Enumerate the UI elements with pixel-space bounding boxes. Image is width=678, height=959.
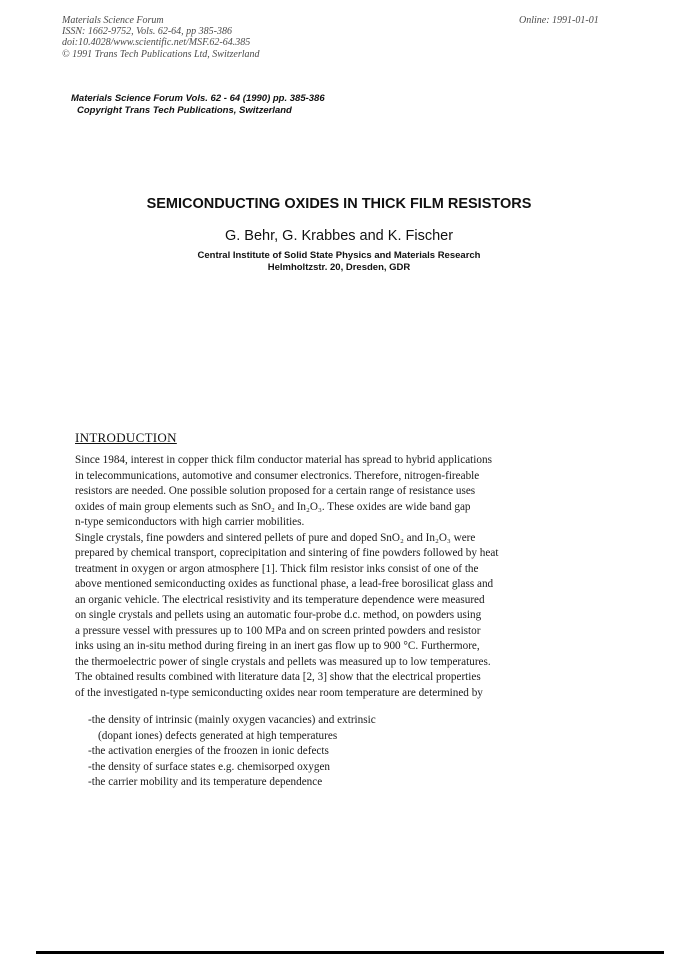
meta-doi[interactable]: doi:10.4028/www.scientific.net/MSF.62-64.385 <box>62 37 251 49</box>
journal-header-line1: Materials Science Forum Vols. 62 - 64 (1990) pp. 385-386 <box>71 93 325 104</box>
meta-issn: ISSN: 1662-9752, Vols. 62-64, pp 385-386 <box>62 26 232 38</box>
body-line: oxides of main group elements such as SnO₂ and In₂O₃. These oxides are wide band gap <box>75 500 471 513</box>
meta-online-date: Online: 1991-01-01 <box>519 15 599 26</box>
section-heading: INTRODUCTION <box>75 430 177 445</box>
body-line: the thermoelectric power of single crystals and pellets was measured up to low temperatures. <box>75 655 491 668</box>
list-item: -the activation energies of the froozen in ionic defects <box>88 745 329 757</box>
body-line: in telecommunications, automotive and consumer electronics. Therefore, nitrogen-fireable <box>75 469 480 482</box>
list-item: -the carrier mobility and its temperature dependence <box>88 776 323 788</box>
affiliation-line1: Central Institute of Solid State Physics and Materials Research <box>197 250 481 261</box>
meta-copyright: © 1991 Trans Tech Publications Ltd, Switzerland <box>62 48 260 60</box>
body-line: The obtained results combined with literature data [2, 3] show that the electrical properties <box>75 671 481 683</box>
journal-header-line2: Copyright Trans Tech Publications, Switzerland <box>77 104 292 116</box>
body-line: an organic vehicle. The electrical resistivity and its temperature dependence were measured <box>75 593 485 606</box>
list-item: -the density of intrinsic (mainly oxygen vacancies) and extrinsic <box>88 714 376 726</box>
determinants-list <box>88 713 568 791</box>
journal-header <box>71 93 325 116</box>
body-line: resistors are needed. One possible solution proposed for a certain range of resistance uses <box>75 485 476 497</box>
list-item: -the density of surface states e.g. chemisorped oxygen <box>88 760 331 773</box>
paper-authors: G. Behr, G. Krabbes and K. Fischer <box>224 228 454 244</box>
affiliation-line2: Helmholtzstr. 20, Dresden, GDR <box>267 262 411 273</box>
body-line: on single crystals and pellets using an automatic four-probe d.c. method, on powders using <box>75 609 482 621</box>
body-line: Since 1984, interest in copper thick film conductor material has spread to hybrid applications <box>75 454 492 466</box>
body-line: a pressure vessel with pressures up to 100 MPa and on screen printed powders and resistor <box>75 624 481 637</box>
body-line: treatment in oxygen or argon atmosphere [1]. Thick film resistor inks consist of one of the <box>75 562 479 575</box>
paper-title: SEMICONDUCTING OXIDES IN THICK FILM RESISTORS <box>146 196 532 212</box>
body-line: prepared by chemical transport, coprecipitation and sintering of fine powders followed by heat <box>75 547 499 559</box>
body-line: above mentioned semiconducting oxides as functional phase, a lead-free borosilicat glass and <box>75 578 494 590</box>
introduction-body <box>75 453 595 701</box>
bottom-rule <box>36 951 664 954</box>
body-line: of the investigated n-type semiconducting oxides near room temperature are determined by <box>75 686 483 699</box>
body-line: n-type semiconductors with high carrier mobilities. <box>75 516 305 528</box>
body-line: inks using an in-situ method during fireing in an inert gas flow up to 900 °C. Furthermore, <box>75 640 480 652</box>
meta-journal: Materials Science Forum <box>62 15 164 26</box>
list-item-continuation: (dopant iones) defects generated at high temperatures <box>98 729 338 742</box>
publication-metadata <box>62 15 260 60</box>
body-line: Single crystals, fine powders and sintered pellets of pure and doped SnO₂ and In₂O₃ were <box>75 531 476 544</box>
